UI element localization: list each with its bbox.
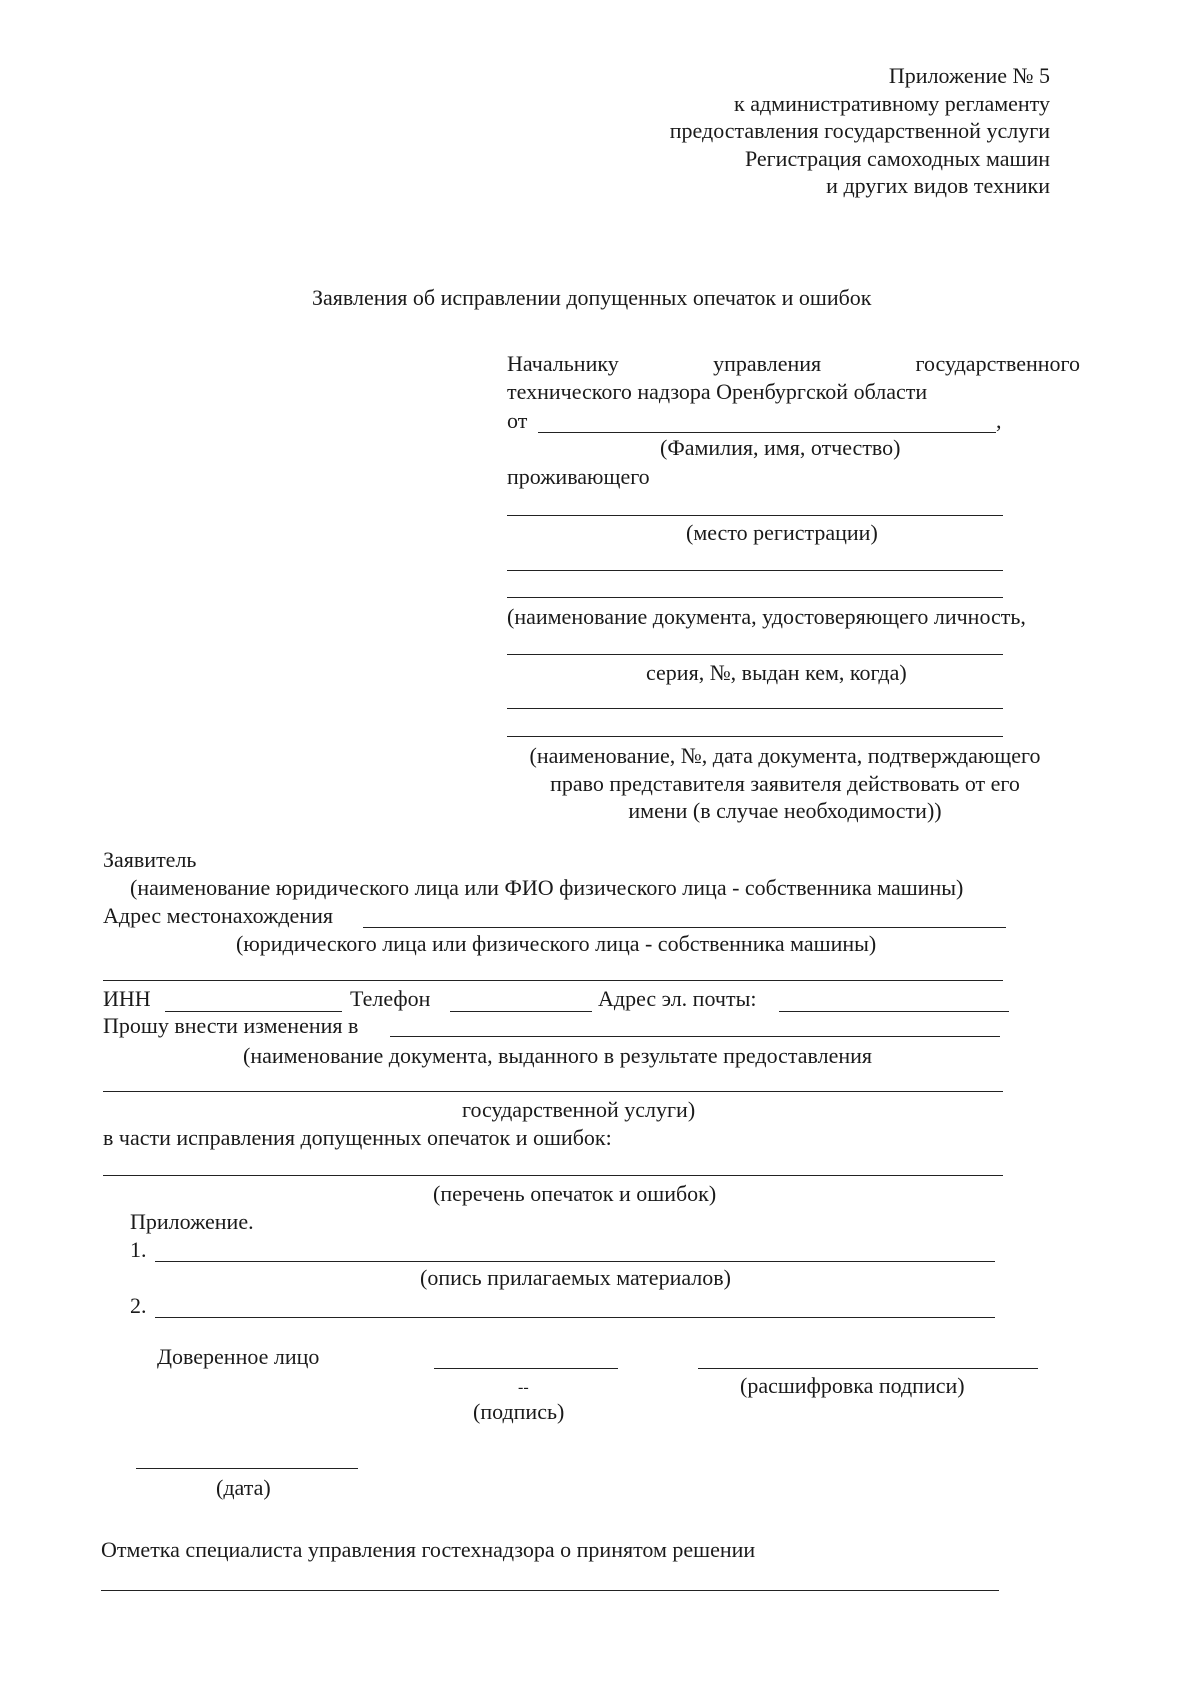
request-doc-field[interactable] [390, 1036, 1000, 1037]
address-field-2[interactable] [103, 980, 1003, 981]
addressee-word-2: управления [713, 351, 822, 376]
applicant-caption: (наименование юридического лица или ФИО физического лица - собственника машины) [130, 875, 964, 900]
appendix-line-4: Регистрация самоходных машин [744, 145, 1050, 171]
email-field[interactable] [779, 1011, 1009, 1012]
id-doc-caption-2: серия, №, выдан кем, когда) [646, 660, 907, 685]
fio-field[interactable] [538, 432, 996, 433]
addressee-word-1: Начальнику [507, 351, 619, 376]
appendix-line-2: к административному регламенту [734, 90, 1050, 116]
signature-decode-field[interactable] [698, 1368, 1038, 1369]
fio-caption: (Фамилия, имя, отчество) [660, 435, 901, 460]
applicant-label: Заявитель [103, 847, 197, 872]
signature-tick: -- [518, 1379, 529, 1396]
appendix-line-3: предоставления государственной услуги [669, 118, 1050, 143]
registration-field[interactable] [507, 515, 1003, 516]
document-title: Заявления об исправлении допущенных опечаток и ошибок [312, 285, 872, 310]
specialist-note-field[interactable] [101, 1590, 999, 1591]
address-caption: (юридического лица или физического лица - собственника машины) [236, 931, 877, 956]
errors-caption: (перечень опечаток и ошибок) [433, 1181, 717, 1206]
decode-caption: (расшифровка подписи) [740, 1373, 965, 1398]
rep-doc-caption-2: право представителя заявителя действовать от его [550, 770, 1020, 796]
address-field[interactable] [363, 927, 1006, 928]
addressee-line-1 [507, 350, 1080, 378]
signature-caption: (подпись) [473, 1399, 565, 1424]
attachments-caption: (опись прилагаемых материалов) [420, 1265, 731, 1290]
id-doc-field-1[interactable] [507, 570, 1003, 571]
attachments-label: Приложение. [130, 1209, 254, 1234]
request-doc-field-2[interactable] [103, 1091, 1003, 1092]
registration-caption: (место регистрации) [686, 520, 878, 545]
inn-label: ИНН [103, 986, 151, 1011]
date-field[interactable] [136, 1468, 358, 1469]
attachment-item-2-field[interactable] [155, 1317, 995, 1318]
date-caption: (дата) [216, 1475, 271, 1500]
id-doc-field-3[interactable] [507, 654, 1003, 655]
fio-comma: , [996, 408, 1002, 433]
phone-field[interactable] [450, 1011, 592, 1012]
address-label: Адрес местонахождения [103, 903, 333, 928]
appendix-number: Приложение № 5 [888, 63, 1050, 88]
appendix-header [450, 62, 1050, 200]
appendix-line-5: и других видов техники [826, 173, 1050, 198]
rep-doc-field-1[interactable] [507, 708, 1003, 709]
id-doc-caption-1: (наименование документа, удостоверяющего личность, [507, 604, 1026, 629]
trustee-label: Доверенное лицо [157, 1344, 320, 1369]
rep-doc-caption-3: имени (в случае необходимости)) [628, 798, 942, 823]
email-label: Адрес эл. почты: [598, 986, 757, 1011]
id-doc-field-2[interactable] [507, 597, 1003, 598]
rep-doc-field-2[interactable] [507, 736, 1003, 737]
rep-doc-caption-1: (наименование, №, дата документа, подтверждающего [529, 743, 1041, 768]
attachment-item-1-number: 1. [130, 1237, 147, 1262]
rep-doc-caption [490, 742, 1080, 825]
errors-field[interactable] [103, 1175, 1003, 1176]
attachment-item-1-field[interactable] [155, 1261, 995, 1262]
request-doc-caption-2: государственной услуги) [462, 1097, 696, 1122]
signature-field[interactable] [434, 1368, 618, 1369]
part-label: в части исправления допущенных опечаток и ошибок: [103, 1125, 612, 1150]
addressee-line-2: технического надзора Оренбургской области [507, 379, 928, 404]
specialist-note-label: Отметка специалиста управления гостехнадзора о принятом решении [101, 1537, 756, 1562]
phone-label: Телефон [350, 986, 431, 1011]
addressee-word-3: государственного [915, 351, 1080, 376]
attachment-item-2-number: 2. [130, 1293, 147, 1318]
from-label: от [507, 408, 528, 433]
request-label: Прошу внести изменения в [103, 1013, 359, 1038]
request-doc-caption-1: (наименование документа, выданного в результате предоставления [243, 1043, 873, 1068]
living-label: проживающего [507, 464, 650, 489]
